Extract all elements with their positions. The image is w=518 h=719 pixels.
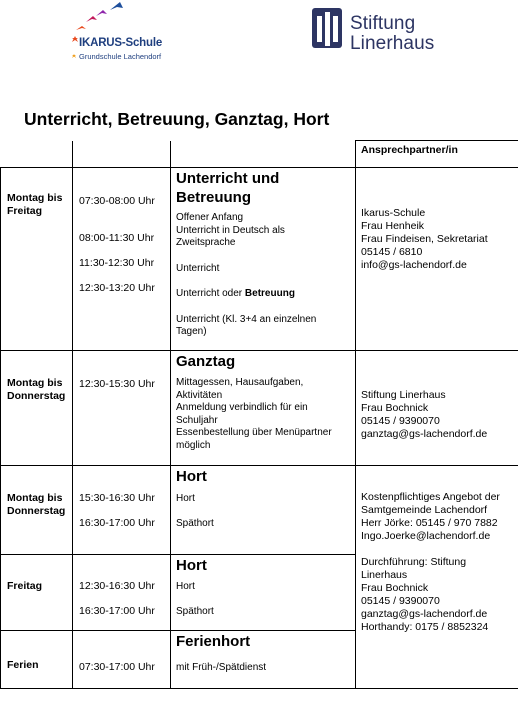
ikarus-schule-logo — [66, 0, 176, 66]
day-label: Montag bis Donnerstag — [7, 377, 66, 402]
contact-line: Stiftung Linerhaus — [361, 389, 446, 401]
day-label: Ferien — [7, 659, 39, 671]
activity-text: Mittagessen, Hausaufgaben, Aktivitäten — [176, 377, 304, 401]
stiftung-linerhaus-logo — [310, 4, 450, 54]
section-title: Hort — [176, 557, 207, 574]
contact-line: ganztag@gs-lachendorf.de — [361, 608, 488, 620]
time-value: 16:30-17:00 Uhr — [79, 517, 155, 529]
time-value: 07:30-17:00 Uhr — [79, 661, 155, 673]
contact-line: Herr Jörke: 05145 / 970 7882 — [361, 517, 498, 529]
table-header-row — [1, 141, 518, 168]
contact-line: Horthandy: 0175 / 8852324 — [361, 621, 489, 633]
time-value: 16:30-17:00 Uhr — [79, 605, 155, 617]
schedule-table — [0, 140, 518, 689]
activity-text: Unterricht in Deutsch als Zweitsprache — [176, 224, 285, 248]
day-label: Montag bis Freitag — [7, 192, 63, 217]
contact-line: Frau Henheik — [361, 220, 425, 232]
day-label: Freitag — [7, 580, 43, 592]
table-row — [1, 168, 518, 351]
activity-text: Späthort — [176, 518, 214, 529]
time-value: 12:30-15:30 Uhr — [79, 378, 155, 390]
contact-line: info@gs-lachendorf.de — [361, 259, 467, 271]
activity-text: Essenbestellung über Menüpartner möglich — [176, 427, 332, 451]
activity-text: Unterricht oder Betreuung — [176, 288, 295, 299]
contact-line: Kostenpflichtiges Angebot der Samtgemeinde Lachendorf — [361, 491, 500, 516]
ikarus-subtitle: Grundschule Lachendorf — [79, 52, 162, 61]
page-title: Unterricht, Betreuung, Ganztag, Hort — [24, 109, 330, 129]
time-value: 11:30-12:30 Uhr — [79, 257, 155, 269]
time-value: 07:30-08:00 Uhr — [79, 195, 155, 207]
activity-text: Unterricht — [176, 262, 220, 274]
contact-line: ganztag@gs-lachendorf.de — [361, 428, 488, 440]
activity-text: Anmeldung verbindlich für ein Schuljahr — [176, 402, 308, 426]
contact-line: Durchführung: Stiftung Linerhaus — [361, 556, 467, 581]
stiftung-text: Stiftung — [350, 13, 416, 34]
contact-line: Ingo.Joerke@lachendorf.de — [361, 530, 491, 542]
activity-text: Hort — [176, 493, 195, 504]
table-row — [1, 466, 518, 555]
contact-line: Frau Findeisen, Sekretariat — [361, 233, 488, 245]
ikarus-name: IKARUS-Schule — [79, 37, 163, 49]
time-value: 12:30-16:30 Uhr — [79, 580, 155, 592]
activity-text: Hort — [176, 581, 195, 592]
linerhaus-text: Linerhaus — [350, 33, 435, 54]
day-label: Montag bis Donnerstag — [7, 492, 66, 517]
contact-line: 05145 / 9390070 — [361, 415, 440, 427]
section-title: Ganztag — [176, 353, 236, 370]
time-value: 15:30-16:30 Uhr — [79, 492, 155, 504]
contact-line: Frau Bochnick — [361, 582, 429, 594]
time-value: 12:30-13:20 Uhr — [79, 282, 155, 294]
linerhaus-emblem-icon — [310, 6, 344, 52]
activity-text: Unterricht (Kl. 3+4 an einzelnen Tagen) — [176, 313, 317, 337]
activity-text: mit Früh-/Spätdienst — [176, 662, 267, 673]
contact-line: 05145 / 6810 — [361, 246, 423, 258]
activity-text: Offener Anfang — [176, 212, 244, 223]
contact-line: Frau Bochnick — [361, 402, 429, 414]
contact-header: Ansprechpartner/in — [356, 141, 518, 168]
section-title: Hort — [176, 468, 207, 485]
activity-text: Späthort — [176, 606, 214, 617]
section-title: Ferienhort — [176, 633, 251, 650]
table-row — [1, 351, 518, 466]
contact-line: 05145 / 9390070 — [361, 595, 440, 607]
contact-line: Ikarus-Schule — [361, 207, 426, 219]
time-value: 08:00-11:30 Uhr — [79, 232, 155, 244]
section-title: Unterricht und Betreuung — [176, 170, 280, 206]
